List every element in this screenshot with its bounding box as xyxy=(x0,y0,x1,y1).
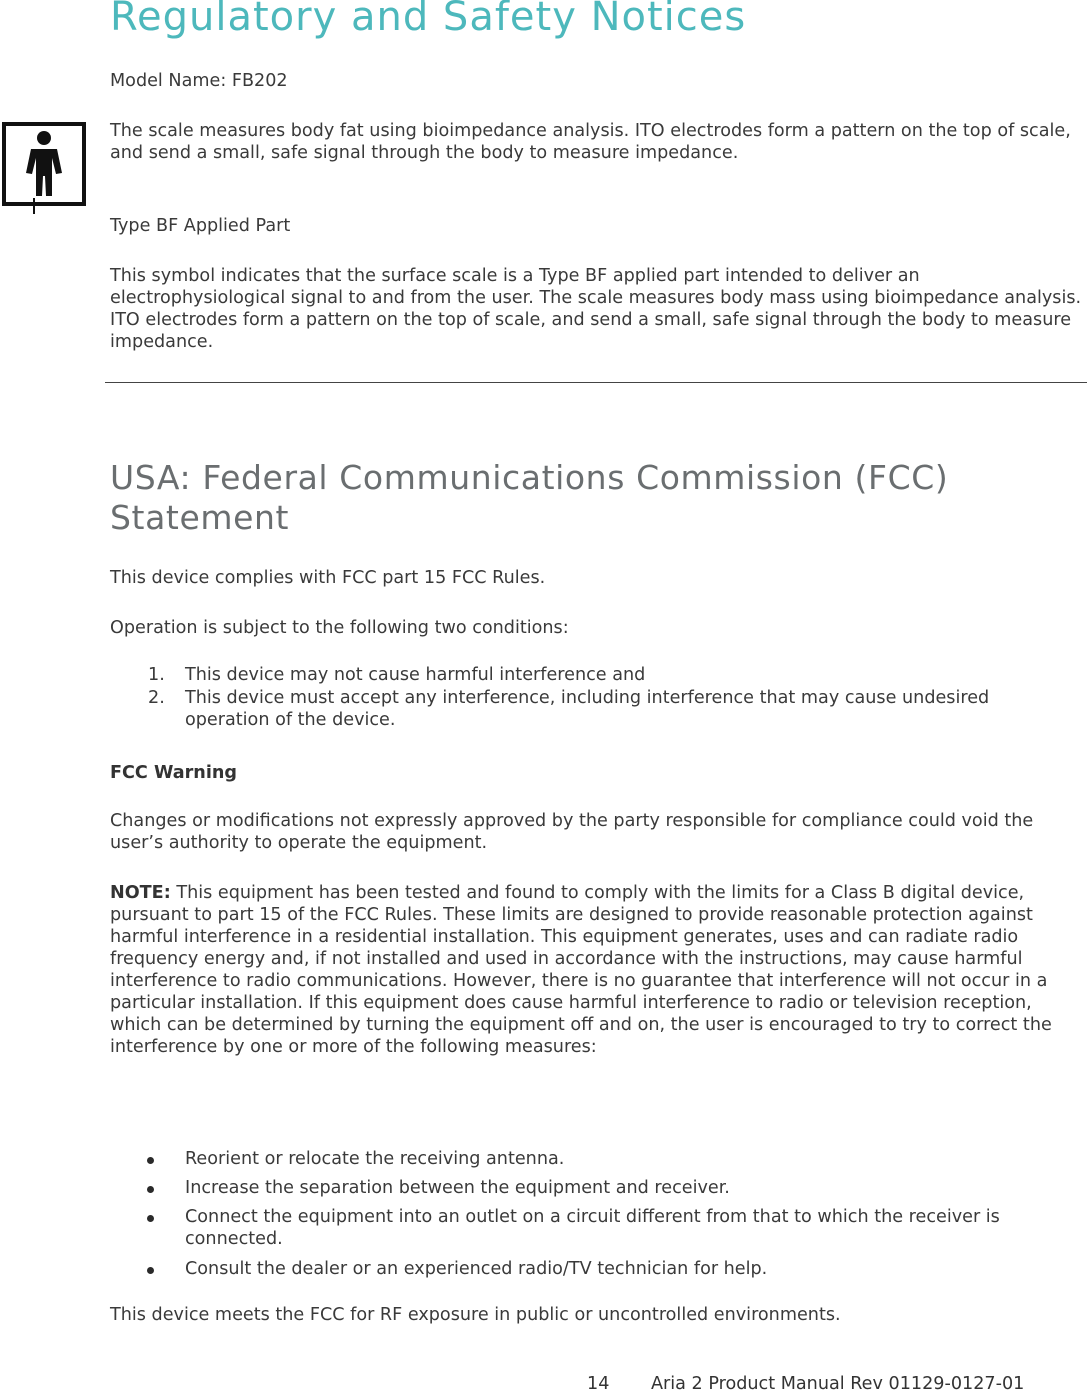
list-text: This device must accept any interference, including interference that may cause undesired operation of the device. xyxy=(185,688,990,730)
list-number: 1. xyxy=(148,665,165,685)
applied-part-paragraph: This symbol indicates that the surface scale is a Type BF applied part intended to deliver an electrophysiological signal to and from the user. The scale measures body mass using bioimpedance analysis. ITO electrodes form a pattern on the top of scale, and send a small, safe signal through the body to measure impedance. xyxy=(110,266,1082,352)
applied-part-label: Type BF Applied Part xyxy=(110,216,291,236)
fcc-warning-title: FCC Warning xyxy=(110,763,237,783)
list-text: Reorient or relocate the receiving antenna. xyxy=(185,1149,565,1169)
bullet-icon xyxy=(147,1157,154,1164)
list-text: Consult the dealer or an experienced radio/TV technician for help. xyxy=(185,1259,768,1279)
note-label: NOTE: xyxy=(110,883,171,903)
footer-doc-reference: Aria 2 Product Manual Rev 01129-0127-01 xyxy=(651,1374,1025,1394)
type-bf-applied-part-icon xyxy=(0,118,88,214)
bullet-icon xyxy=(147,1215,154,1222)
list-text: This device may not cause harmful interference and xyxy=(185,665,646,685)
note-paragraph xyxy=(110,882,1085,1058)
fcc-conditions-intro: Operation is subject to the following two conditions: xyxy=(110,618,569,638)
list-text: Connect the equipment into an outlet on a circuit different from that to which the receiver is connected. xyxy=(185,1207,1000,1249)
fcc-heading: USA: Federal Communications Commission (FCC) Statement xyxy=(110,458,949,537)
bullet-icon xyxy=(147,1267,154,1274)
rf-exposure-paragraph: This device meets the FCC for RF exposure in public or uncontrolled environments. xyxy=(110,1305,841,1325)
bullet-icon xyxy=(147,1186,154,1193)
model-name: Model Name: FB202 xyxy=(110,71,288,91)
fcc-warning-paragraph: Changes or modifications not expressly approved by the party responsible for compliance could void the user’s authority to operate the equipment. xyxy=(110,811,1034,853)
list-number: 2. xyxy=(148,688,165,708)
list-text: Increase the separation between the equipment and receiver. xyxy=(185,1178,730,1198)
page-number: 14 xyxy=(587,1374,610,1394)
fcc-complies: This device complies with FCC part 15 FCC Rules. xyxy=(110,568,546,588)
note-text: This equipment has been tested and found to comply with the limits for a Class B digital device, pursuant to part 15 of the FCC Rules. These limits are designed to provide reasonable protection against harmful interference in a residential installation. This equipment generates, uses and can radiate radio frequency energy and, if not installed and used in accordance with the instructions, may cause harmful interference to radio communications. However, there is no guarantee that interference will not occur in a particular installation. If this equipment does cause harmful interference to radio or television reception, which can be determined by turning the equipment off and on, the user is encouraged to try to correct the interference by one or more of the following measures: xyxy=(110,883,1052,1057)
page-title: Regulatory and Safety Notices xyxy=(110,0,747,40)
intro-paragraph: The scale measures body fat using bioimpedance analysis. ITO electrodes form a pattern on the top of scale, and send a small, safe signal through the body to measure impedance. xyxy=(110,121,1071,163)
section-divider xyxy=(105,382,1087,383)
